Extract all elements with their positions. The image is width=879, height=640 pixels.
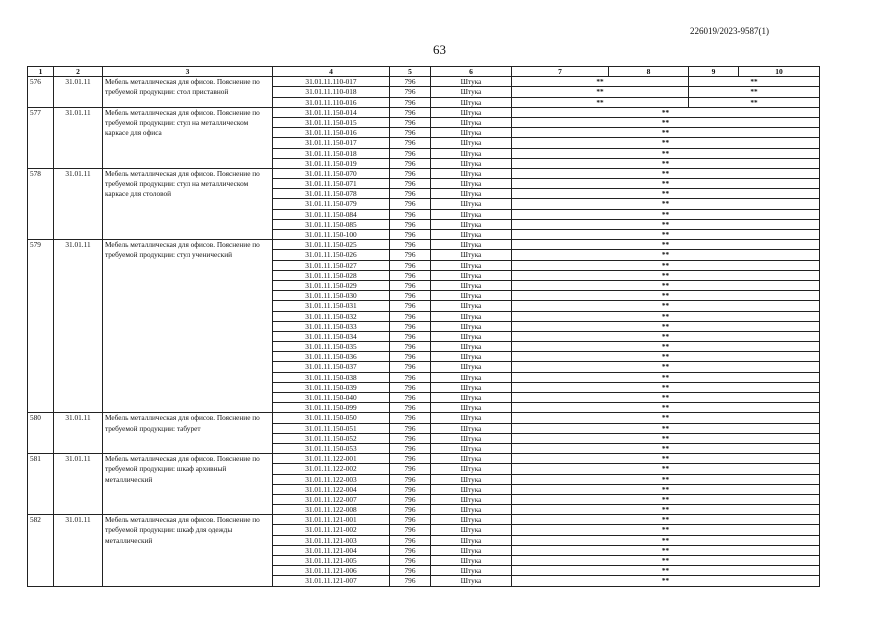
unit-name: Штука <box>431 535 512 545</box>
ktru-code: 31.01.11.150-035 <box>273 342 390 352</box>
unit-name: Штука <box>431 515 512 525</box>
item-description: Мебель металлическая для офисов. Пояснение по требуемой продукции: шкаф архивный металлический <box>103 454 273 515</box>
unit-name: Штука <box>431 382 512 392</box>
ktru-code: 31.01.11.150-016 <box>273 128 390 138</box>
mark-cell: ** <box>512 291 820 301</box>
okei-code: 796 <box>390 474 431 484</box>
item-description: Мебель металлическая для офисов. Пояснение по требуемой продукции: стул на металлическом каркасе для офиса <box>103 107 273 168</box>
unit-name: Штука <box>431 474 512 484</box>
mark-cell: ** <box>512 158 820 168</box>
item-number: 582 <box>28 515 54 586</box>
okei-code: 796 <box>390 331 431 341</box>
unit-name: Штука <box>431 199 512 209</box>
okei-code: 796 <box>390 219 431 229</box>
unit-name: Штука <box>431 148 512 158</box>
okei-code: 796 <box>390 352 431 362</box>
mark-cell: ** <box>512 199 820 209</box>
unit-name: Штука <box>431 291 512 301</box>
col-header: 5 <box>390 67 431 77</box>
ktru-code: 31.01.11.150-040 <box>273 393 390 403</box>
okei-code: 796 <box>390 362 431 372</box>
ktru-code: 31.01.11.150-051 <box>273 423 390 433</box>
mark-cell: ** <box>512 505 820 515</box>
okei-code: 796 <box>390 270 431 280</box>
unit-name: Штука <box>431 576 512 586</box>
col-header: 6 <box>431 67 512 77</box>
okei-code: 796 <box>390 423 431 433</box>
okei-code: 796 <box>390 321 431 331</box>
ktru-code: 31.01.11.122-004 <box>273 484 390 494</box>
okpd-code: 31.01.11 <box>54 515 103 586</box>
mark-cell: ** <box>512 403 820 413</box>
unit-name: Штука <box>431 189 512 199</box>
okei-code: 796 <box>390 433 431 443</box>
okei-code: 796 <box>390 128 431 138</box>
okei-code: 796 <box>390 576 431 586</box>
ktru-code: 31.01.11.150-100 <box>273 230 390 240</box>
table-row <box>28 168 820 178</box>
unit-name: Штука <box>431 250 512 260</box>
table-row <box>28 77 820 87</box>
okei-code: 796 <box>390 230 431 240</box>
mark-cell: ** <box>512 494 820 504</box>
okei-code: 796 <box>390 393 431 403</box>
item-number: 579 <box>28 240 54 413</box>
item-number: 581 <box>28 454 54 515</box>
okei-code: 796 <box>390 138 431 148</box>
unit-name: Штука <box>431 280 512 290</box>
okei-code: 796 <box>390 413 431 423</box>
mark-cell: ** <box>512 97 689 107</box>
okei-code: 796 <box>390 535 431 545</box>
unit-name: Штука <box>431 311 512 321</box>
okpd-code: 31.01.11 <box>54 454 103 515</box>
ktru-code: 31.01.11.150-034 <box>273 331 390 341</box>
unit-name: Штука <box>431 545 512 555</box>
unit-name: Штука <box>431 403 512 413</box>
mark-cell: ** <box>512 474 820 484</box>
okpd-code: 31.01.11 <box>54 77 103 108</box>
ktru-code: 31.01.11.121-003 <box>273 535 390 545</box>
unit-name: Штука <box>431 270 512 280</box>
unit-name: Штука <box>431 362 512 372</box>
mark-cell: ** <box>512 545 820 555</box>
okpd-code: 31.01.11 <box>54 240 103 413</box>
item-number: 580 <box>28 413 54 454</box>
table-row <box>28 515 820 525</box>
unit-name: Штука <box>431 97 512 107</box>
mark-cell: ** <box>512 556 820 566</box>
mark-cell: ** <box>512 321 820 331</box>
col-header: 4 <box>273 67 390 77</box>
ktru-code: 31.01.11.150-032 <box>273 311 390 321</box>
unit-name: Штука <box>431 393 512 403</box>
okei-code: 796 <box>390 87 431 97</box>
mark-cell: ** <box>512 189 820 199</box>
okei-code: 796 <box>390 189 431 199</box>
ktru-code: 31.01.11.150-085 <box>273 219 390 229</box>
okei-code: 796 <box>390 566 431 576</box>
unit-name: Штука <box>431 443 512 453</box>
unit-name: Штука <box>431 464 512 474</box>
ktru-code: 31.01.11.150-018 <box>273 148 390 158</box>
mark-cell: ** <box>512 525 820 535</box>
item-description: Мебель металлическая для офисов. Пояснение по требуемой продукции: стол приставной <box>103 77 273 108</box>
mark-cell: ** <box>512 87 689 97</box>
unit-name: Штука <box>431 494 512 504</box>
document-number: 226019/2023-9587(1) <box>690 26 769 36</box>
mark-cell: ** <box>512 433 820 443</box>
okei-code: 796 <box>390 525 431 535</box>
okei-code: 796 <box>390 454 431 464</box>
okei-code: 796 <box>390 209 431 219</box>
okei-code: 796 <box>390 515 431 525</box>
okei-code: 796 <box>390 464 431 474</box>
ktru-code: 31.01.11.150-019 <box>273 158 390 168</box>
ktru-code: 31.01.11.121-007 <box>273 576 390 586</box>
ktru-code: 31.01.11.150-014 <box>273 107 390 117</box>
okpd-code: 31.01.11 <box>54 168 103 239</box>
okei-code: 796 <box>390 403 431 413</box>
ktru-code: 31.01.11.150-029 <box>273 280 390 290</box>
ktru-code: 31.01.11.150-084 <box>273 209 390 219</box>
item-number: 578 <box>28 168 54 239</box>
unit-name: Штука <box>431 566 512 576</box>
okpd-code: 31.01.11 <box>54 107 103 168</box>
ktru-code: 31.01.11.150-031 <box>273 301 390 311</box>
unit-name: Штука <box>431 77 512 87</box>
mark-cell: ** <box>512 280 820 290</box>
ktru-code: 31.01.11.122-001 <box>273 454 390 464</box>
ktru-code: 31.01.11.150-052 <box>273 433 390 443</box>
ktru-code: 31.01.11.110-016 <box>273 97 390 107</box>
okei-code: 796 <box>390 505 431 515</box>
okei-code: 796 <box>390 158 431 168</box>
table-row <box>28 454 820 464</box>
okei-code: 796 <box>390 382 431 392</box>
mark-cell: ** <box>512 393 820 403</box>
unit-name: Штука <box>431 138 512 148</box>
ktru-code: 31.01.11.150-030 <box>273 291 390 301</box>
okei-code: 796 <box>390 250 431 260</box>
col-header: 9 <box>689 67 739 77</box>
unit-name: Штука <box>431 484 512 494</box>
products-table <box>27 66 820 587</box>
mark-cell: ** <box>512 362 820 372</box>
unit-name: Штука <box>431 331 512 341</box>
unit-name: Штука <box>431 219 512 229</box>
okpd-code: 31.01.11 <box>54 413 103 454</box>
mark-cell: ** <box>512 301 820 311</box>
mark-cell: ** <box>512 240 820 250</box>
okei-code: 796 <box>390 443 431 453</box>
unit-name: Штука <box>431 240 512 250</box>
okei-code: 796 <box>390 240 431 250</box>
table-row <box>28 240 820 250</box>
mark-cell: ** <box>512 128 820 138</box>
ktru-code: 31.01.11.150-026 <box>273 250 390 260</box>
mark-cell: ** <box>512 230 820 240</box>
ktru-code: 31.01.11.150-028 <box>273 270 390 280</box>
mark-cell: ** <box>512 413 820 423</box>
unit-name: Штука <box>431 525 512 535</box>
ktru-code: 31.01.11.121-005 <box>273 556 390 566</box>
mark-cell: ** <box>512 464 820 474</box>
mark-cell: ** <box>512 484 820 494</box>
mark-cell: ** <box>689 97 820 107</box>
okei-code: 796 <box>390 117 431 127</box>
ktru-code: 31.01.11.121-002 <box>273 525 390 535</box>
unit-name: Штука <box>431 260 512 270</box>
ktru-code: 31.01.11.150-070 <box>273 168 390 178</box>
mark-cell: ** <box>512 331 820 341</box>
mark-cell: ** <box>512 107 820 117</box>
mark-cell: ** <box>512 209 820 219</box>
mark-cell: ** <box>512 576 820 586</box>
ktru-code: 31.01.11.150-037 <box>273 362 390 372</box>
okei-code: 796 <box>390 301 431 311</box>
item-number: 576 <box>28 77 54 108</box>
item-description: Мебель металлическая для офисов. Пояснение по требуемой продукции: табурет <box>103 413 273 454</box>
unit-name: Штука <box>431 505 512 515</box>
col-header: 1 <box>28 67 54 77</box>
ktru-code: 31.01.11.110-017 <box>273 77 390 87</box>
unit-name: Штука <box>431 556 512 566</box>
ktru-code: 31.01.11.150-099 <box>273 403 390 413</box>
col-header: 8 <box>609 67 689 77</box>
ktru-code: 31.01.11.150-050 <box>273 413 390 423</box>
okei-code: 796 <box>390 291 431 301</box>
ktru-code: 31.01.11.121-006 <box>273 566 390 576</box>
unit-name: Штука <box>431 352 512 362</box>
okei-code: 796 <box>390 280 431 290</box>
ktru-code: 31.01.11.150-027 <box>273 260 390 270</box>
mark-cell: ** <box>512 443 820 453</box>
mark-cell: ** <box>689 77 820 87</box>
col-header: 2 <box>54 67 103 77</box>
unit-name: Штука <box>431 433 512 443</box>
mark-cell: ** <box>512 77 689 87</box>
ktru-code: 31.01.11.122-008 <box>273 505 390 515</box>
ktru-code: 31.01.11.122-002 <box>273 464 390 474</box>
mark-cell: ** <box>512 342 820 352</box>
ktru-code: 31.01.11.150-078 <box>273 189 390 199</box>
item-description: Мебель металлическая для офисов. Пояснение по требуемой продукции: шкаф для одежды металлический <box>103 515 273 586</box>
mark-cell: ** <box>512 382 820 392</box>
mark-cell: ** <box>512 138 820 148</box>
page-number: 63 <box>433 42 446 57</box>
ktru-code: 31.01.11.150-079 <box>273 199 390 209</box>
unit-name: Штука <box>431 413 512 423</box>
okei-code: 796 <box>390 107 431 117</box>
unit-name: Штука <box>431 87 512 97</box>
ktru-code: 31.01.11.110-018 <box>273 87 390 97</box>
unit-name: Штука <box>431 230 512 240</box>
okei-code: 796 <box>390 484 431 494</box>
mark-cell: ** <box>512 311 820 321</box>
ktru-code: 31.01.11.121-001 <box>273 515 390 525</box>
mark-cell: ** <box>512 515 820 525</box>
okei-code: 796 <box>390 260 431 270</box>
unit-name: Штука <box>431 107 512 117</box>
unit-name: Штука <box>431 117 512 127</box>
okei-code: 796 <box>390 372 431 382</box>
ktru-code: 31.01.11.150-053 <box>273 443 390 453</box>
unit-name: Штука <box>431 179 512 189</box>
ktru-code: 31.01.11.150-038 <box>273 372 390 382</box>
mark-cell: ** <box>689 87 820 97</box>
mark-cell: ** <box>512 179 820 189</box>
mark-cell: ** <box>512 423 820 433</box>
unit-name: Штука <box>431 342 512 352</box>
header-row <box>28 67 820 77</box>
okei-code: 796 <box>390 199 431 209</box>
item-description: Мебель металлическая для офисов. Пояснение по требуемой продукции: стул на металлическом каркасе для столовой <box>103 168 273 239</box>
mark-cell: ** <box>512 270 820 280</box>
unit-name: Штука <box>431 168 512 178</box>
table-body <box>28 77 820 586</box>
okei-code: 796 <box>390 545 431 555</box>
ktru-code: 31.01.11.150-036 <box>273 352 390 362</box>
unit-name: Штука <box>431 423 512 433</box>
col-header: 3 <box>103 67 273 77</box>
mark-cell: ** <box>512 260 820 270</box>
mark-cell: ** <box>512 535 820 545</box>
mark-cell: ** <box>512 250 820 260</box>
unit-name: Штука <box>431 128 512 138</box>
unit-name: Штука <box>431 454 512 464</box>
ktru-code: 31.01.11.150-025 <box>273 240 390 250</box>
mark-cell: ** <box>512 148 820 158</box>
okei-code: 796 <box>390 97 431 107</box>
mark-cell: ** <box>512 117 820 127</box>
okei-code: 796 <box>390 342 431 352</box>
ktru-code: 31.01.11.122-007 <box>273 494 390 504</box>
unit-name: Штука <box>431 301 512 311</box>
ktru-code: 31.01.11.150-017 <box>273 138 390 148</box>
table-row <box>28 413 820 423</box>
ktru-code: 31.01.11.150-071 <box>273 179 390 189</box>
item-number: 577 <box>28 107 54 168</box>
col-header: 7 <box>512 67 609 77</box>
ktru-code: 31.01.11.150-015 <box>273 117 390 127</box>
okei-code: 796 <box>390 179 431 189</box>
unit-name: Штука <box>431 209 512 219</box>
ktru-code: 31.01.11.121-004 <box>273 545 390 555</box>
okei-code: 796 <box>390 168 431 178</box>
table-row <box>28 107 820 117</box>
mark-cell: ** <box>512 372 820 382</box>
mark-cell: ** <box>512 168 820 178</box>
item-description: Мебель металлическая для офисов. Пояснение по требуемой продукции: стул ученический <box>103 240 273 413</box>
unit-name: Штука <box>431 158 512 168</box>
mark-cell: ** <box>512 352 820 362</box>
mark-cell: ** <box>512 454 820 464</box>
okei-code: 796 <box>390 556 431 566</box>
mark-cell: ** <box>512 219 820 229</box>
unit-name: Штука <box>431 321 512 331</box>
okei-code: 796 <box>390 77 431 87</box>
okei-code: 796 <box>390 311 431 321</box>
okei-code: 796 <box>390 148 431 158</box>
okei-code: 796 <box>390 494 431 504</box>
ktru-code: 31.01.11.150-033 <box>273 321 390 331</box>
ktru-code: 31.01.11.122-003 <box>273 474 390 484</box>
ktru-code: 31.01.11.150-039 <box>273 382 390 392</box>
unit-name: Штука <box>431 372 512 382</box>
col-header: 10 <box>739 67 820 77</box>
mark-cell: ** <box>512 566 820 576</box>
